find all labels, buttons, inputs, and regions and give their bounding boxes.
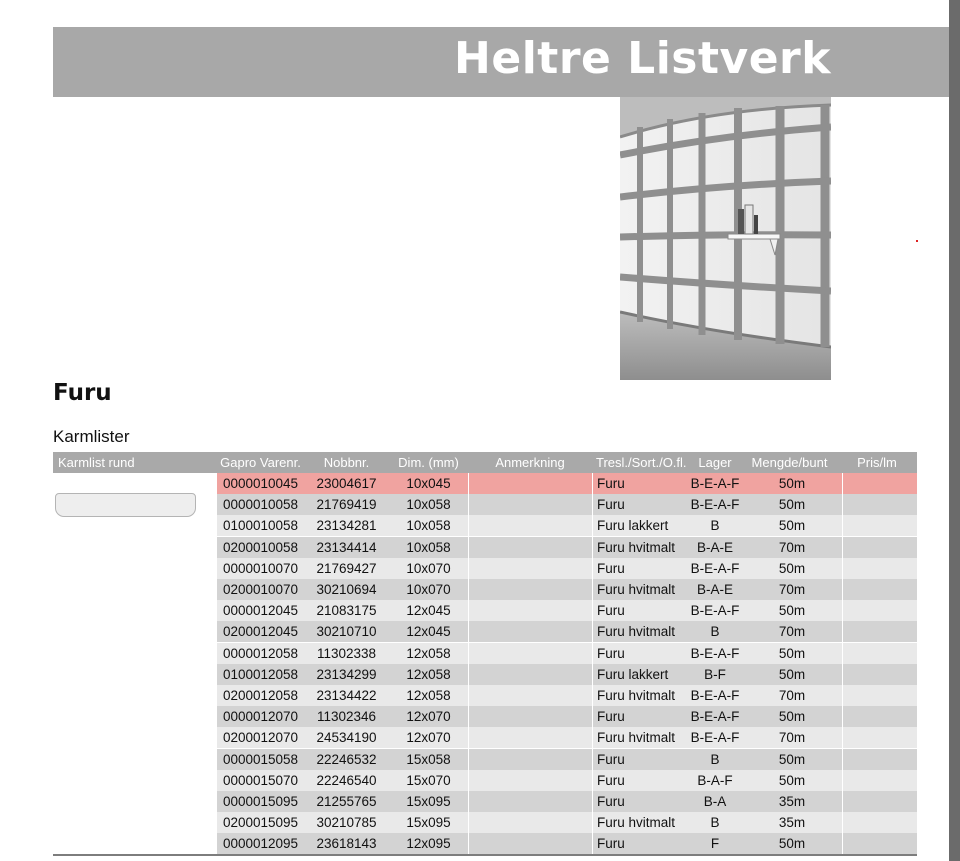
cell-mengde: 50m [778, 667, 806, 682]
cell-pris [842, 558, 917, 579]
room-with-moulding-illustration [620, 97, 831, 380]
cell-lager: B-E-A-F [690, 603, 740, 618]
table-row [217, 685, 917, 706]
cell-anmerkning [468, 473, 592, 494]
table-header-row [53, 452, 917, 473]
cell-anmerkning [468, 600, 592, 621]
cell-nobb: 11302346 [316, 709, 377, 724]
cell-nobb: 30210694 [316, 582, 377, 597]
cell-dim: 15x095 [406, 815, 451, 830]
cell-mengde: 70m [778, 624, 806, 639]
cell-treslag: Furu [592, 833, 688, 854]
cell-treslag: Furu [592, 473, 688, 494]
cell-anmerkning [468, 515, 592, 536]
cell-nobb: 21083175 [316, 603, 377, 618]
cell-gapro: 0100010058 [222, 518, 299, 533]
cell-gapro: 0000010070 [222, 561, 299, 576]
table-row [217, 643, 917, 664]
cell-pris [842, 706, 917, 727]
moulding-profile-shape [55, 493, 196, 517]
cell-gapro: 0200010058 [222, 540, 299, 555]
table-row [217, 664, 917, 685]
cell-pris [842, 727, 917, 748]
cell-pris [842, 494, 917, 515]
section-title: Furu [53, 380, 112, 406]
stray-red-mark [916, 240, 918, 242]
table-row [217, 600, 917, 621]
cell-treslag: Furu [592, 494, 688, 515]
cell-lager: B [710, 624, 720, 639]
cell-lager: B [710, 518, 720, 533]
cell-nobb: 22246540 [316, 773, 377, 788]
cell-dim: 12x070 [406, 730, 451, 745]
cell-gapro: 0000012045 [222, 603, 299, 618]
cell-pris [842, 812, 917, 833]
cell-mengde: 50m [778, 836, 806, 851]
cell-lager: B-E-A-F [690, 730, 740, 745]
cell-mengde: 50m [778, 518, 806, 533]
cell-nobb: 21255765 [316, 794, 377, 809]
cell-lager: B-E-A-F [690, 561, 740, 576]
cell-dim: 10x070 [406, 561, 451, 576]
cell-pris [842, 685, 917, 706]
col-header-nobb: Nobbnr. [323, 455, 370, 470]
cell-nobb: 23134281 [316, 518, 377, 533]
cell-anmerkning [468, 579, 592, 600]
cell-nobb: 23004617 [316, 476, 377, 491]
col-header-dim: Dim. (mm) [398, 455, 459, 470]
cell-anmerkning [468, 770, 592, 791]
cell-nobb: 21769419 [316, 497, 377, 512]
cell-gapro: 0000015070 [222, 773, 299, 788]
cell-anmerkning [468, 791, 592, 812]
cell-mengde: 70m [778, 582, 806, 597]
table-row [217, 494, 917, 515]
cell-treslag: Furu hvitmalt [592, 621, 688, 642]
col-header-gapro: Gapro Varenr. [220, 455, 301, 470]
cell-dim: 15x058 [406, 752, 451, 767]
cell-nobb: 21769427 [316, 561, 377, 576]
cell-treslag: Furu [592, 600, 688, 621]
cell-anmerkning [468, 621, 592, 642]
cell-anmerkning [468, 833, 592, 854]
cell-nobb: 23134299 [316, 667, 377, 682]
cell-gapro: 0000015058 [222, 752, 299, 767]
cell-mengde: 50m [778, 773, 806, 788]
cell-mengde: 50m [778, 497, 806, 512]
cell-treslag: Furu [592, 558, 688, 579]
cell-lager: B-A-E [696, 540, 733, 555]
title-banner [53, 27, 949, 97]
cell-nobb: 23134422 [316, 688, 377, 703]
cell-dim: 10x045 [406, 476, 451, 491]
cell-mengde: 70m [778, 688, 806, 703]
col-header-lager: Lager [698, 455, 732, 470]
cell-treslag: Furu lakkert [592, 515, 688, 536]
cell-anmerkning [468, 749, 592, 770]
table-row [217, 579, 917, 600]
table-row [217, 706, 917, 727]
cell-pris [842, 833, 917, 854]
cell-nobb: 24534190 [316, 730, 377, 745]
cell-anmerkning [468, 558, 592, 579]
table-row [217, 749, 917, 770]
cell-mengde: 50m [778, 561, 806, 576]
cell-mengde: 70m [778, 540, 806, 555]
cell-gapro: 0000010045 [222, 476, 299, 491]
cell-lager: B-E-A-F [690, 476, 740, 491]
cell-lager: B [710, 752, 720, 767]
cell-gapro: 0200015095 [222, 815, 299, 830]
cell-anmerkning [468, 643, 592, 664]
cell-anmerkning [468, 706, 592, 727]
cell-treslag: Furu [592, 643, 688, 664]
cell-mengde: 50m [778, 752, 806, 767]
table-row [217, 727, 917, 748]
cell-pris [842, 537, 917, 558]
section-subtitle: Karmlister [53, 427, 130, 446]
cell-mengde: 35m [778, 815, 806, 830]
cell-pris [842, 579, 917, 600]
cell-anmerkning [468, 537, 592, 558]
cell-pris [842, 770, 917, 791]
cell-anmerkning [468, 812, 592, 833]
cell-treslag: Furu [592, 770, 688, 791]
cell-dim: 15x095 [406, 794, 451, 809]
cell-nobb: 30210785 [316, 815, 377, 830]
cell-pris [842, 473, 917, 494]
cell-anmerkning [468, 727, 592, 748]
table-row [217, 515, 917, 536]
col-header-anmerkning: Anmerkning [495, 455, 565, 470]
cell-dim: 12x045 [406, 624, 451, 639]
cell-lager: B-E-A-F [690, 646, 740, 661]
cell-treslag: Furu hvitmalt [592, 812, 688, 833]
cell-treslag: Furu hvitmalt [592, 579, 688, 600]
cell-gapro: 0000012058 [222, 646, 299, 661]
cell-gapro: 0000012095 [222, 836, 299, 851]
page-edge-bar [949, 0, 960, 861]
cell-mengde: 50m [778, 603, 806, 618]
cell-mengde: 50m [778, 476, 806, 491]
cell-dim: 10x070 [406, 582, 451, 597]
cell-treslag: Furu [592, 791, 688, 812]
table-row [217, 833, 917, 854]
cell-lager: B-E-A-F [690, 709, 740, 724]
cell-pris [842, 643, 917, 664]
cell-lager: B-E-A-F [690, 688, 740, 703]
cell-gapro: 0000012070 [222, 709, 299, 724]
cell-pris [842, 749, 917, 770]
cell-dim: 15x070 [406, 773, 451, 788]
cell-gapro: 0000015095 [222, 794, 299, 809]
cell-lager: B-A [703, 794, 727, 809]
col-header-pris: Pris/lm [857, 455, 897, 470]
cell-treslag: Furu lakkert [592, 664, 688, 685]
cell-pris [842, 600, 917, 621]
cell-lager: B-A-E [696, 582, 733, 597]
cell-pris [842, 515, 917, 536]
cell-gapro: 0200012058 [222, 688, 299, 703]
table-row [217, 812, 917, 833]
cell-anmerkning [468, 685, 592, 706]
cell-dim: 12x045 [406, 603, 451, 618]
cell-mengde: 50m [778, 646, 806, 661]
col-header-mengde: Mengde/bunt [751, 455, 828, 470]
cell-lager: F [710, 836, 720, 851]
table-row [217, 621, 917, 642]
cell-lager: B-F [704, 667, 726, 682]
cell-dim: 10x058 [406, 518, 451, 533]
cell-lager: B-A-F [697, 773, 733, 788]
cell-lager: B-E-A-F [690, 497, 740, 512]
product-photo [620, 97, 831, 380]
cell-gapro: 0200010070 [222, 582, 299, 597]
table-row [217, 770, 917, 791]
cell-treslag: Furu [592, 749, 688, 770]
cell-mengde: 70m [778, 730, 806, 745]
cell-gapro: 0200012070 [222, 730, 299, 745]
cell-nobb: 22246532 [316, 752, 377, 767]
cell-treslag: Furu [592, 706, 688, 727]
table-row [217, 791, 917, 812]
cell-dim: 10x058 [406, 540, 451, 555]
cell-nobb: 23618143 [316, 836, 377, 851]
cell-gapro: 0000010058 [222, 497, 299, 512]
cell-mengde: 50m [778, 709, 806, 724]
table-row [217, 473, 917, 494]
cell-nobb: 23134414 [316, 540, 377, 555]
cell-treslag: Furu hvitmalt [592, 685, 688, 706]
cell-pris [842, 621, 917, 642]
cell-treslag: Furu hvitmalt [592, 537, 688, 558]
cell-dim: 10x058 [406, 497, 451, 512]
cell-gapro: 0200012045 [222, 624, 299, 639]
cell-dim: 12x058 [406, 646, 451, 661]
cell-nobb: 11302338 [316, 646, 377, 661]
cell-treslag: Furu hvitmalt [592, 727, 688, 748]
cell-pris [842, 791, 917, 812]
cell-lager: B [710, 815, 720, 830]
cell-dim: 12x070 [406, 709, 451, 724]
cell-nobb: 30210710 [316, 624, 377, 639]
cell-gapro: 0100012058 [222, 667, 299, 682]
cell-pris [842, 664, 917, 685]
table-row [217, 558, 917, 579]
cell-dim: 12x058 [406, 688, 451, 703]
page-title: Heltre Listverk [454, 33, 831, 84]
cell-anmerkning [468, 494, 592, 515]
category-header: Karmlist rund [58, 455, 135, 470]
cell-dim: 12x095 [406, 836, 451, 851]
cell-dim: 12x058 [406, 667, 451, 682]
cell-anmerkning [468, 664, 592, 685]
table-bottom-rule [53, 854, 917, 856]
table-row [217, 537, 917, 558]
cell-mengde: 35m [778, 794, 806, 809]
col-header-treslag: Tresl./Sort./O.fl. [596, 455, 687, 470]
